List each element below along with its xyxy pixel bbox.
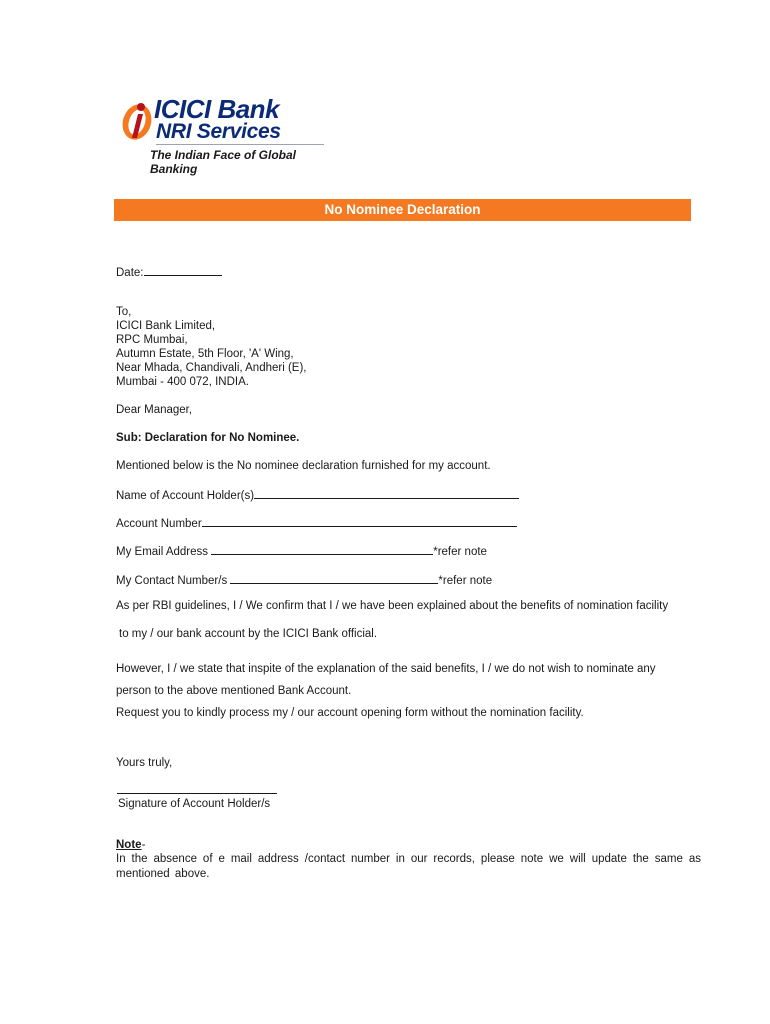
icici-nri-logo: [120, 94, 330, 176]
address-line-1: ICICI Bank Limited,: [116, 320, 216, 332]
contact-label: My Contact Number/s: [116, 575, 228, 587]
date-label: Date:: [116, 267, 144, 279]
note-heading-suffix: -: [141, 839, 146, 851]
logo-tagline: The Indian Face of Global Banking: [150, 148, 297, 176]
icici-logo-icon: [120, 98, 154, 142]
request-line: Request you to kindly process my / our account opening form without the nomination facility.: [116, 707, 584, 719]
note-heading: Note: [116, 839, 142, 851]
email-refer-note: *refer note: [433, 546, 487, 558]
address-line-3: Autumn Estate, 5th Floor, 'A' Wing,: [116, 348, 294, 360]
account-number-field[interactable]: [202, 515, 517, 527]
salutation: Dear Manager,: [116, 404, 193, 416]
account-number-label: Account Number: [116, 518, 202, 530]
account-holder-name-label: Name of Account Holder(s): [116, 490, 255, 502]
logo-divider: [156, 144, 324, 145]
rbi-paragraph-line-1: As per RBI guidelines, I / We confirm that I / we have been explained about the benefits of nomination facility: [116, 600, 669, 612]
account-holder-name-field[interactable]: [254, 487, 519, 499]
date-field[interactable]: [144, 264, 222, 276]
account-number-row: [116, 515, 517, 531]
signature-field[interactable]: [117, 793, 277, 794]
declaration-line-1: However, I / we state that inspite of the explanation of the said benefits, I / we do not wish to nominate any: [116, 663, 656, 675]
date-row: [116, 264, 222, 280]
address-line-2: RPC Mumbai,: [116, 334, 188, 346]
closing: Yours truly,: [116, 757, 173, 769]
intro-text: Mentioned below is the No nominee declaration furnished for my account.: [116, 460, 491, 472]
logo-bank-name: ICICI Bank: [154, 94, 280, 124]
rbi-paragraph-line-2: to my / our bank account by the ICICI Bank official.: [119, 628, 378, 640]
declaration-line-2: person to the above mentioned Bank Account.: [116, 685, 352, 697]
logo-service-name: NRI Services: [156, 120, 281, 143]
signature-label: Signature of Account Holder/s: [118, 798, 271, 810]
address-to: To,: [116, 306, 132, 318]
account-holder-name-row: [116, 487, 519, 503]
email-field[interactable]: [211, 543, 433, 555]
contact-refer-note: *refer note: [438, 575, 493, 587]
contact-field[interactable]: [230, 572, 438, 584]
subject-line: Sub: Declaration for No Nominee.: [116, 432, 300, 444]
email-label: My Email Address: [116, 546, 209, 558]
note-heading-row: [116, 838, 145, 852]
email-row: [116, 543, 487, 559]
contact-row: [116, 572, 492, 588]
note-text: In the absence of e mail address /contact number in our records, please note we will update the same as mentioned above.: [116, 853, 701, 880]
page-title: No Nominee Declaration: [324, 202, 481, 217]
title-banner: [114, 199, 691, 221]
address-line-4: Near Mhada, Chandivali, Andheri (E),: [116, 362, 307, 374]
address-line-5: Mumbai - 400 072, INDIA.: [116, 376, 249, 388]
